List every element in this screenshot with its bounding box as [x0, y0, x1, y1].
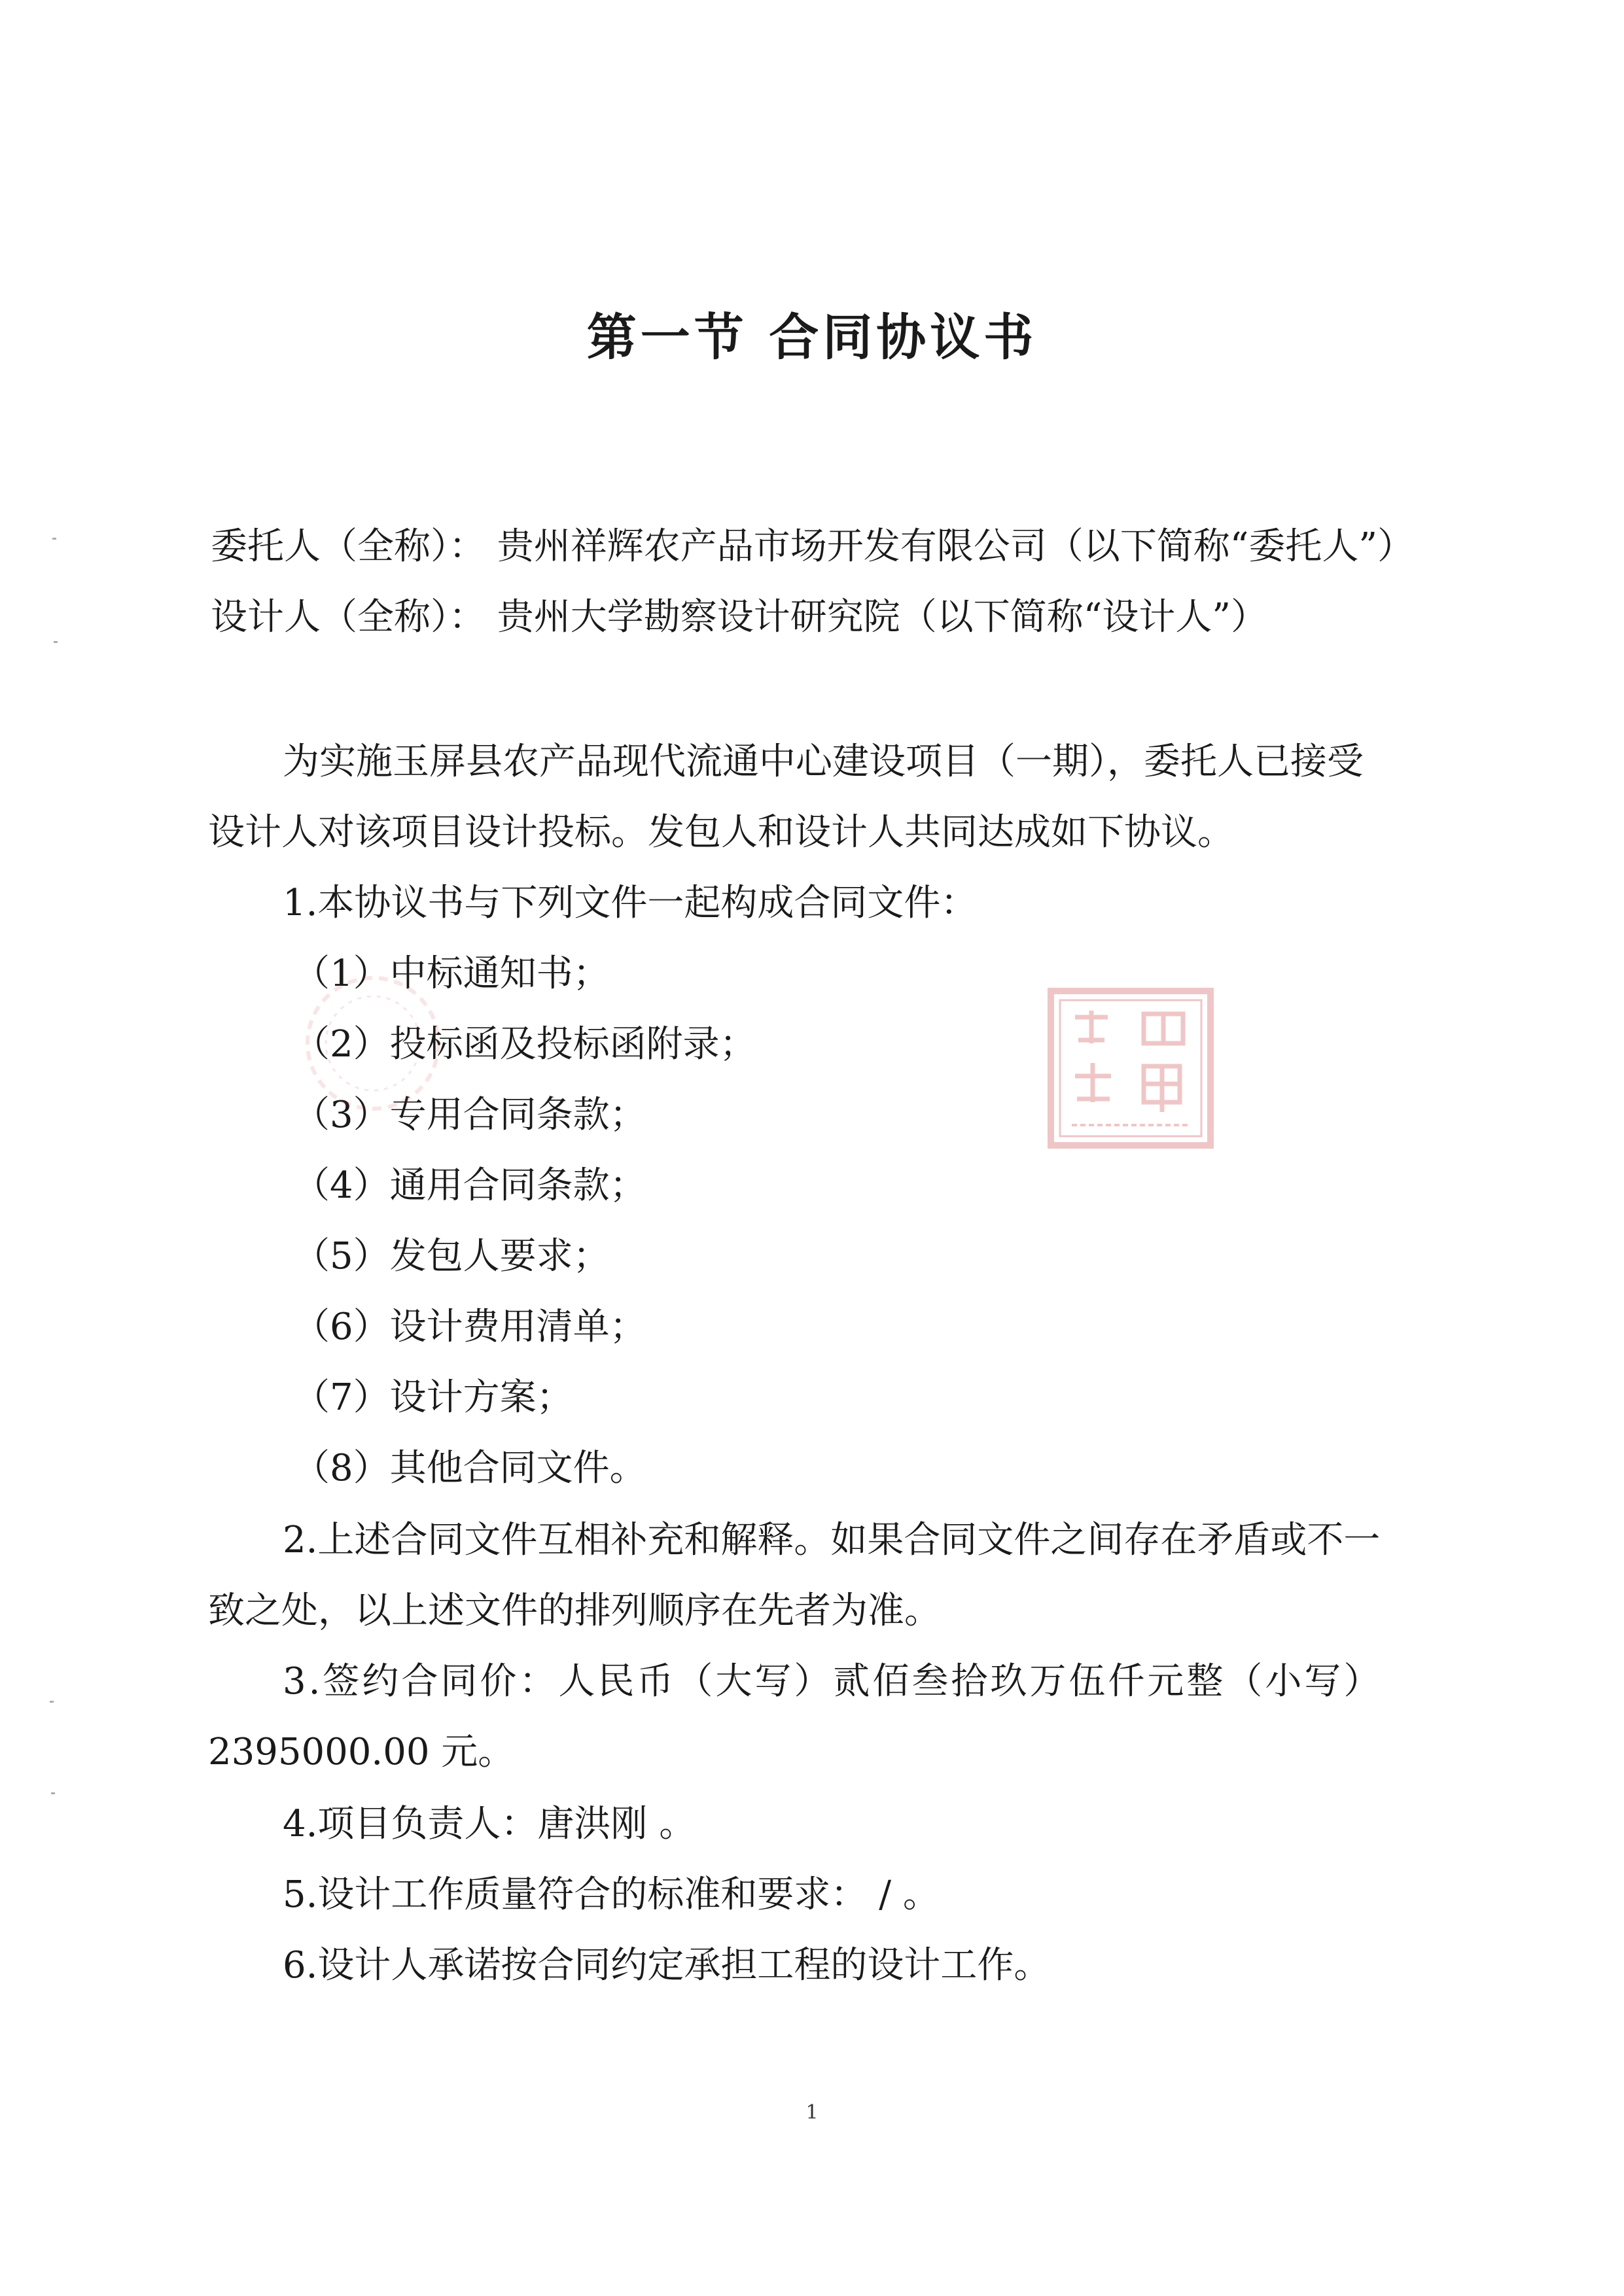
clause-2-line-1: 2.上述合同文件互相补充和解释。如果合同文件之间存在矛盾或不一 — [283, 1519, 1381, 1561]
clause-2-line-2: 致之处，以上述文件的排列顺序在先者为准。 — [208, 1590, 941, 1632]
clause-3-line-2: 2395000.00 元。 — [208, 1731, 515, 1773]
clause-1: 1.本协议书与下列文件一起构成合同文件： — [283, 882, 978, 924]
page-title: 第一节 合同协议书 — [586, 308, 1038, 366]
designer-line: 设计人（全称）： 贵州大学勘察设计研究院（以下简称“设计人”） — [211, 596, 1268, 638]
clause-5: 5.设计工作质量符合的标准和要求： / 。 — [283, 1873, 940, 1916]
clause-4: 4.项目负责人：唐洪刚 。 — [283, 1803, 696, 1845]
document-item: （2）投标函及投标函附录； — [293, 1023, 756, 1066]
clause-6: 6.设计人承诺按合同约定承担工程的设计工作。 — [283, 1944, 1051, 1987]
document-item: （6）设计费用清单； — [293, 1306, 646, 1348]
document-item: （1）中标通知书； — [293, 952, 610, 995]
scan-speck — [51, 1792, 55, 1794]
client-line: 委托人（全称）： 贵州祥辉农产品市场开发有限公司（以下简称“委托人”） — [211, 525, 1415, 568]
seal-stamp-icon — [1046, 984, 1216, 1151]
intro-line-1: 为实施玉屏县农产品现代流通中心建设项目（一期），委托人已接受 — [283, 740, 1364, 783]
faint-seal-icon — [298, 968, 448, 1119]
intro-line-2: 设计人对该项目设计投标。发包人和设计人共同达成如下协议。 — [208, 811, 1234, 854]
document-item: （7）设计方案； — [293, 1376, 573, 1419]
scan-speck — [54, 641, 58, 643]
document-item: （5）发包人要求； — [293, 1235, 610, 1278]
document-item: （4）通用合同条款； — [293, 1164, 646, 1207]
clause-3-line-1: 3.签约合同价：人民币（大写）贰佰叁拾玖万伍仟元整（小写） — [283, 1660, 1383, 1703]
scan-speck — [52, 538, 56, 540]
page-number: 1 — [805, 2101, 819, 2124]
document-item: （3）专用合同条款； — [293, 1094, 646, 1136]
document-item: （8）其他合同文件。 — [293, 1447, 646, 1489]
scan-speck — [50, 1701, 54, 1703]
